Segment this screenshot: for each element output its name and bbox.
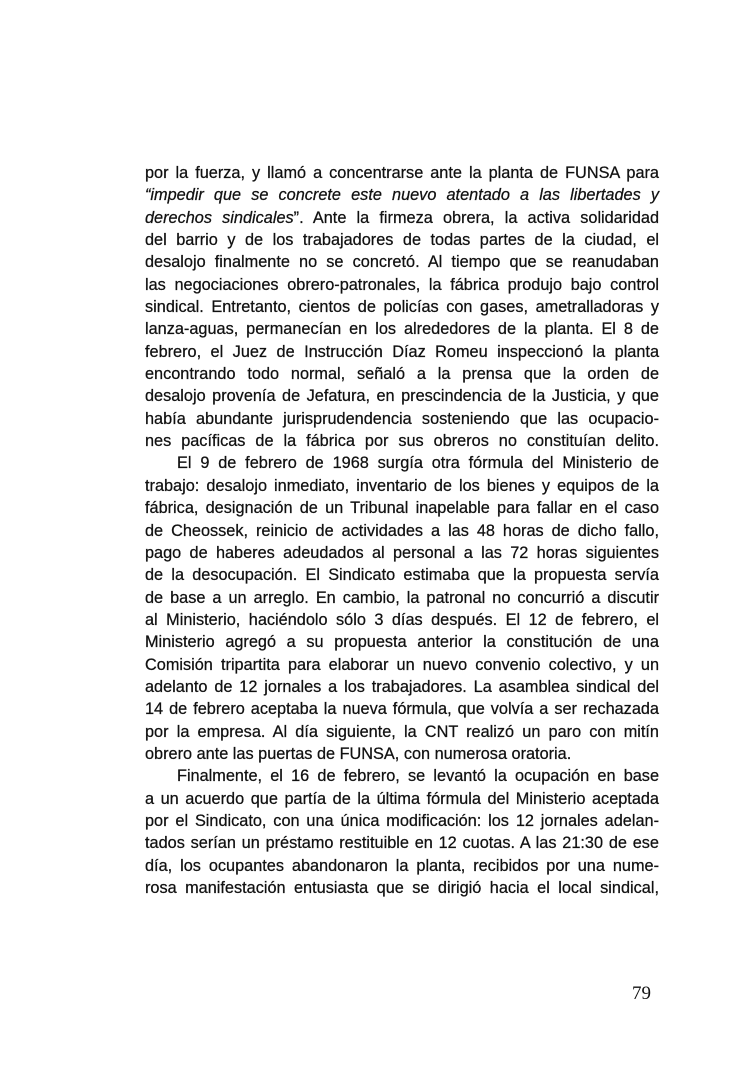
line-text: de base a un arreglo. En cambio, la patronal no concurrió a discutir (145, 588, 659, 607)
text-line (145, 788, 659, 810)
italic-quote: derechos sindicales (145, 208, 294, 227)
text-line (145, 564, 659, 586)
text-line (145, 832, 659, 854)
line-text: sindical. Entretanto, cientos de policías con gases, ametralladoras y (145, 298, 659, 317)
text-line (145, 855, 659, 877)
text-line (145, 274, 659, 296)
text-line (145, 207, 659, 229)
line-text: del barrio y de los trabajadores de todas partes de la ciudad, el (145, 231, 659, 250)
text-line (145, 765, 659, 787)
line-text: pago de haberes adeudados al personal a las 72 horas siguientes (145, 543, 659, 562)
line-text: trabajo: desalojo inmediato, inventario de los bienes y equipos de la (145, 476, 659, 495)
line-text: El 9 de febrero de 1968 surgía otra fórmula del Ministerio de (177, 454, 659, 473)
text-line (145, 229, 659, 251)
line-text: tados serían un préstamo restituible en 12 cuotas. A las 21:30 de ese (145, 834, 659, 853)
text-line (145, 452, 659, 474)
text-line (145, 184, 659, 206)
text-line (145, 430, 659, 452)
line-text: lanza-aguas, permanecían en los alrededores de la planta. El 8 de (145, 320, 659, 339)
text-line (145, 743, 659, 765)
line-text: desalojo provenía de Jefatura, en prescindencia de la Justicia, y que (145, 387, 659, 406)
text-line (145, 877, 659, 899)
line-text: Finalmente, el 16 de febrero, se levantó la ocupación en base (177, 767, 659, 786)
line-text: nes pacíficas de la fábrica por sus obreros no constituían delito. (145, 432, 659, 451)
line-text: Ministerio agregó a su propuesta anterior la constitución de una (145, 633, 659, 652)
text-line (145, 810, 659, 832)
line-text: a un acuerdo que partía de la última fórmula del Ministerio aceptada (145, 789, 659, 808)
text-line (145, 296, 659, 318)
text-line (145, 654, 659, 676)
line-text: por el Sindicato, con una única modificación: los 12 jornales adelan- (145, 811, 659, 830)
text-line (145, 698, 659, 720)
body-text (145, 162, 659, 899)
text-line (145, 251, 659, 273)
line-text: fábrica, designación de un Tribunal inapelable para fallar en el caso (145, 499, 659, 518)
line-text: Comisión tripartita para elaborar un nuevo convenio colectivo, y un (145, 655, 659, 674)
text-line (145, 497, 659, 519)
text-line (145, 341, 659, 363)
text-line (145, 676, 659, 698)
line-text: adelanto de 12 jornales a los trabajadores. La asamblea sindical del (145, 677, 659, 696)
line-text: febrero, el Juez de Instrucción Díaz Romeu inspeccionó la planta (145, 342, 659, 361)
italic-quote: “impedir que se concrete este nuevo atentado a las libertades y (145, 186, 659, 205)
text-line (145, 475, 659, 497)
line-text: encontrando todo normal, señaló a la prensa que la orden de (145, 365, 659, 384)
line-text: rosa manifestación entusiasta que se dirigió hacia el local sindical, (145, 879, 659, 897)
text-line (145, 363, 659, 385)
line-text: día, los ocupantes abandonaron la planta, recibidos por una nume- (145, 856, 659, 875)
line-text: obrero ante las puertas de FUNSA, con numerosa oratoria. (145, 744, 572, 763)
line-text: de Cheossek, reinicio de actividades a las 48 horas de dicho fallo, (145, 521, 659, 540)
line-text: 14 de febrero aceptaba la nueva fórmula, que volvía a ser rechazada (145, 700, 659, 719)
text-line (145, 631, 659, 653)
line-text: por la fuerza, y llamó a concentrarse ante la planta de FUNSA para (145, 164, 659, 182)
text-line (145, 385, 659, 407)
text-line (145, 542, 659, 564)
text-line (145, 520, 659, 542)
line-text: por la empresa. Al día siguiente, la CNT realizó un paro con mitín (145, 722, 659, 741)
text-line (145, 721, 659, 743)
page-number: 79 (632, 983, 651, 1004)
line-text: al Ministerio, haciéndolo sólo 3 días después. El 12 de febrero, el (145, 610, 659, 629)
text-line (145, 408, 659, 430)
line-text: ”. Ante la firmeza obrera, la activa solidaridad (293, 208, 659, 227)
line-text: de la desocupación. El Sindicato estimaba que la propuesta servía (145, 566, 659, 585)
text-line (145, 318, 659, 340)
text-line (145, 609, 659, 631)
text-line (145, 587, 659, 609)
text-line (145, 162, 659, 184)
line-text: las negociaciones obrero-patronales, la fábrica produjo bajo control (145, 275, 659, 294)
line-text: desalojo finalmente no se concretó. Al tiempo que se reanudaban (145, 253, 659, 272)
line-text: había abundante jurisprudendencia sosteniendo que las ocupacio- (145, 409, 659, 428)
